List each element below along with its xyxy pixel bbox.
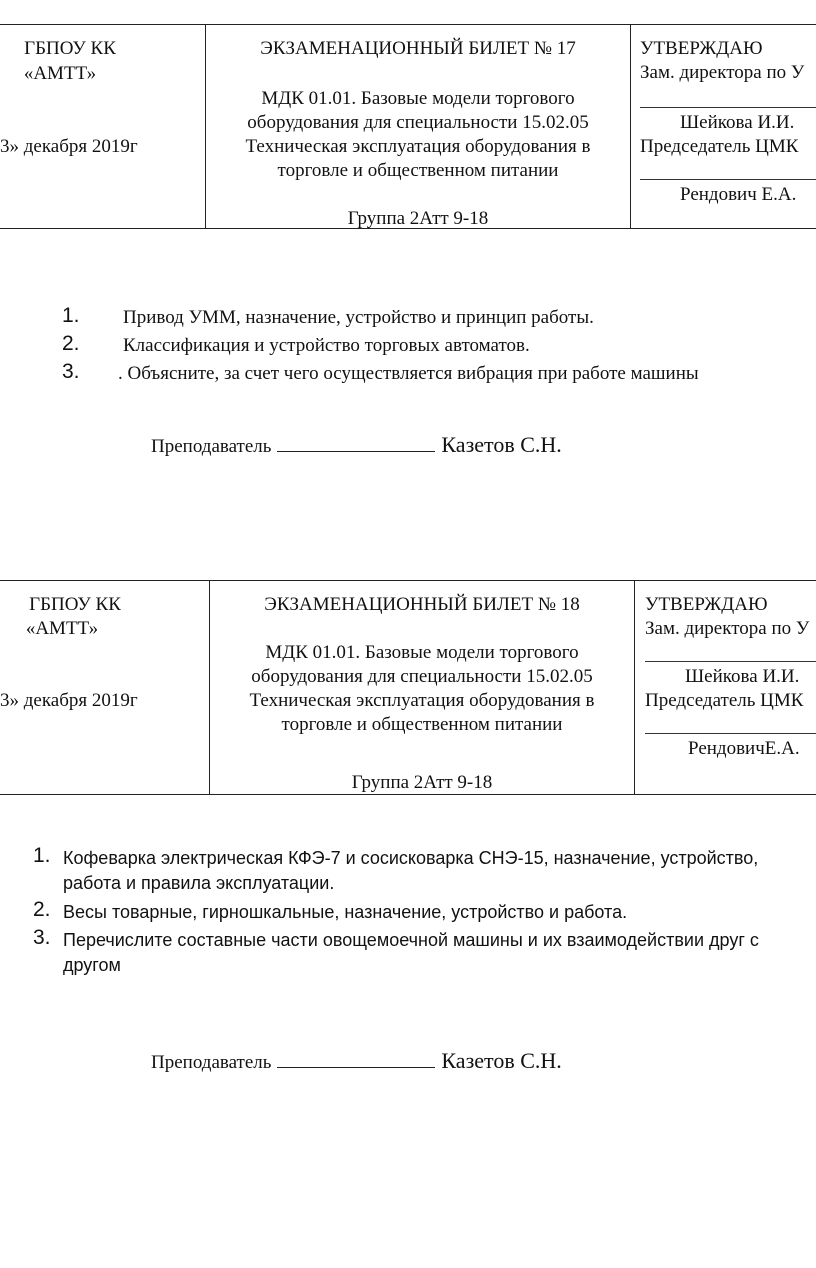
teacher-signature — [151, 1048, 562, 1074]
question-list — [62, 304, 816, 388]
org-name: ГБПОУ КК — [29, 594, 121, 615]
group-label: Группа 2Атт 9-18 — [351, 772, 493, 793]
question-text: Кофеварка электрическая КФЭ-7 и сосисковарка СНЭ-15, назначение, устройство, — [63, 848, 759, 868]
mdk-line: торговле и общественном питании — [277, 160, 559, 181]
mdk-line: Техническая эксплуатация оборудования в — [245, 136, 591, 157]
chair-name: РендовичЕ.А. — [688, 738, 800, 759]
approve-label: УТВЕРЖДАЮ — [645, 594, 768, 615]
ticket-date: 3» декабря 2019г — [0, 690, 138, 711]
signature-line — [645, 733, 816, 734]
question-text: Перечислите составные части овощемоечной машины и их взаимодействии друг с — [63, 930, 759, 950]
teacher-label: Преподаватель — [151, 436, 272, 457]
question-text-continued: другом — [63, 955, 121, 975]
list-item — [33, 926, 816, 980]
approve-label: УТВЕРЖДАЮ — [640, 38, 763, 59]
ticket-date: 3» декабря 2019г — [0, 136, 138, 157]
question-text-continued: работа и правила эксплуатации. — [63, 873, 335, 893]
chair-title: Председатель ЦМК — [645, 690, 804, 711]
mdk-line: торговле и общественном питании — [281, 714, 563, 735]
question-number: 3. — [33, 926, 51, 949]
mdk-line: оборудования для специальности 15.02.05 — [247, 112, 589, 133]
org-abbrev: «АМТТ» — [23, 63, 97, 84]
teacher-label: Преподаватель — [151, 1052, 272, 1073]
deputy-name: Шейкова И.И. — [680, 112, 795, 133]
mdk-line: МДК 01.01. Базовые модели торгового — [261, 88, 575, 109]
question-number: 3. — [62, 360, 80, 383]
teacher-signature — [151, 432, 562, 458]
question-list — [33, 844, 816, 980]
question-number: 1. — [62, 304, 80, 327]
list-item — [62, 304, 816, 332]
signature-line — [640, 107, 816, 108]
signature-line — [640, 179, 816, 180]
question-number: 2. — [33, 898, 51, 921]
deputy-title: Зам. директора по У — [645, 618, 810, 639]
list-item — [33, 898, 816, 926]
question-text: Привод УММ, назначение, устройство и принцип работы. — [123, 307, 594, 328]
mdk-line: оборудования для специальности 15.02.05 — [251, 666, 593, 687]
deputy-name: Шейкова И.И. — [685, 666, 800, 687]
question-text: Весы товарные, гирношкальные, назначение, устройство и работа. — [63, 902, 628, 922]
question-text: . Объясните, за счет чего осуществляется вибрация при работе машины — [118, 363, 699, 384]
ticket-18-header-table — [0, 580, 816, 795]
column-divider — [634, 581, 635, 794]
teacher-name: Казетов С.Н. — [441, 432, 562, 457]
list-item — [62, 332, 816, 360]
chair-name: Рендович Е.А. — [680, 184, 797, 205]
signature-line — [645, 661, 816, 662]
list-item — [33, 844, 816, 898]
teacher-name: Казетов С.Н. — [441, 1048, 562, 1073]
question-number: 1. — [33, 844, 51, 867]
column-divider — [630, 25, 631, 228]
list-item — [62, 360, 816, 388]
ticket-title: ЭКЗАМЕНАЦИОННЫЙ БИЛЕТ № 18 — [264, 594, 580, 615]
org-name: ГБПОУ КК — [24, 38, 116, 59]
ticket-title: ЭКЗАМЕНАЦИОННЫЙ БИЛЕТ № 17 — [260, 38, 576, 59]
chair-title: Председатель ЦМК — [640, 136, 799, 157]
mdk-line: Техническая эксплуатация оборудования в — [249, 690, 595, 711]
deputy-title: Зам. директора по У — [640, 62, 805, 83]
signature-line — [277, 1067, 435, 1068]
question-number: 2. — [62, 332, 80, 355]
org-abbrev: «АМТТ» — [25, 618, 99, 639]
ticket-17-header-table — [0, 24, 816, 229]
question-text: Классификация и устройство торговых автоматов. — [123, 335, 530, 356]
group-label: Группа 2Атт 9-18 — [347, 208, 489, 229]
mdk-line: МДК 01.01. Базовые модели торгового — [265, 642, 579, 663]
signature-line — [277, 451, 435, 452]
